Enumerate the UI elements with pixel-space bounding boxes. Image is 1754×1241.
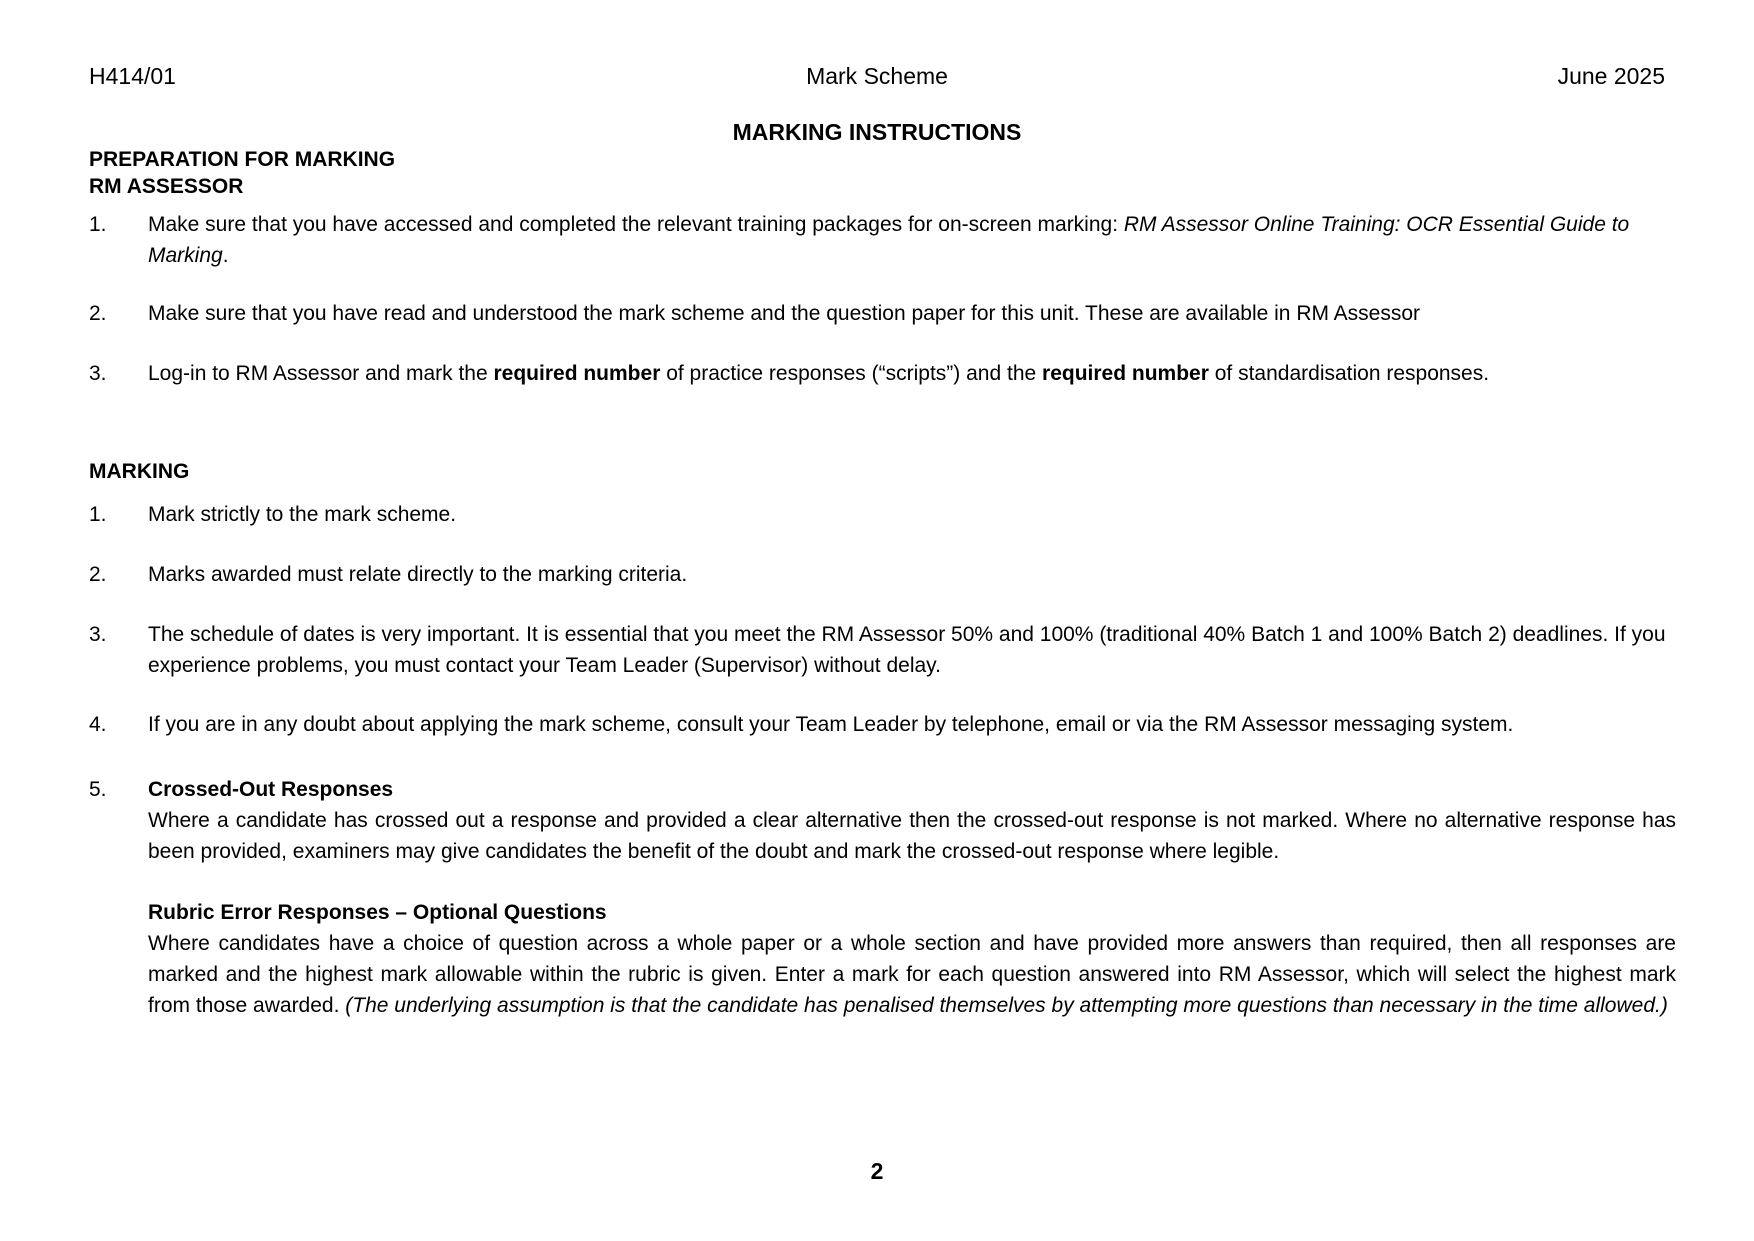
- header-doc-title: Mark Scheme: [806, 63, 948, 89]
- list-text: Make sure that you have accessed and completed the relevant training packages for on-screen marking:: [148, 213, 1124, 236]
- marking-item-2: [89, 559, 1676, 590]
- training-title: RM Assessor Online Training: OCR Essential Guide to Marking: [148, 213, 1630, 267]
- section-heading-preparation: PREPARATION FOR MARKING: [89, 148, 396, 171]
- list-number: 2.: [89, 563, 107, 586]
- list-text: of standardisation responses.: [1208, 362, 1490, 385]
- page-number: 2: [870, 1158, 884, 1184]
- header-paper-code: H414/01: [89, 63, 176, 89]
- rubric-error-section: [148, 897, 1676, 1021]
- list-text: of practice responses (“scripts”) and the: [660, 362, 1043, 385]
- rubric-error-heading: Rubric Error Responses – Optional Questions: [148, 901, 607, 924]
- list-number: 5.: [89, 778, 107, 801]
- list-number: 4.: [89, 713, 107, 736]
- section-subheading-rm-assessor: RM ASSESSOR: [89, 175, 244, 198]
- marking-item-4: [89, 709, 1676, 740]
- list-text: Mark strictly to the mark scheme.: [148, 503, 457, 526]
- list-number: 1.: [89, 503, 107, 526]
- list-number: 2.: [89, 302, 107, 325]
- list-number: 3.: [89, 362, 107, 385]
- page-title: MARKING INSTRUCTIONS: [732, 119, 1022, 145]
- section-heading-marking: MARKING: [89, 460, 190, 483]
- crossed-out-text: Where a candidate has crossed out a response and provided a clear alternative then the crossed-out response is not marked. Where no alternative response has been provided, examiners may give candidates the benefit of the doubt and mark the crossed-out response where legible.: [148, 809, 1676, 863]
- list-text: If you are in any doubt about applying the mark scheme, consult your Team Leader by telephone, email or via the RM Assessor messaging system.: [148, 713, 1514, 736]
- marking-item-5: [89, 774, 1676, 867]
- list-text: Marks awarded must relate directly to the marking criteria.: [148, 563, 688, 586]
- list-text: Make sure that you have read and understood the mark scheme and the question paper for this unit. These are available in RM Assessor: [148, 302, 1421, 325]
- marking-item-3: [89, 619, 1676, 681]
- marking-item-1: [89, 499, 1676, 530]
- rubric-error-text: Where candidates have a choice of question across a whole paper or a whole section and have provided more answers than required, then all responses are marked and the highest mark allowable within the rubric is given. Enter a mark for each question answered into RM Assessor, which will select the highest mark from those awarded.: [148, 932, 1676, 1017]
- header-date: June 2025: [1557, 63, 1665, 89]
- list-text-end: .: [222, 244, 229, 267]
- list-number: 1.: [89, 213, 107, 236]
- emphasis-text: required number: [1042, 362, 1209, 385]
- list-number: 3.: [89, 623, 107, 646]
- list-text: Log-in to RM Assessor and mark the: [148, 362, 494, 385]
- prep-item-1: [89, 209, 1676, 271]
- emphasis-text: required number: [493, 362, 661, 385]
- rubric-error-note: (The underlying assumption is that the candidate has penalised themselves by attempting more questions than necessary in the time allowed.): [345, 994, 1668, 1017]
- list-text: The schedule of dates is very important. It is essential that you meet the RM Assessor 50% and 100% (traditional 40% Batch 1 and 100% Batch 2) deadlines. If you experience problems, you must contact your Team Leader (Supervisor) without delay.: [148, 623, 1666, 677]
- prep-item-3: [89, 358, 1676, 389]
- crossed-out-heading: Crossed-Out Responses: [148, 778, 394, 801]
- prep-item-2: [89, 298, 1676, 329]
